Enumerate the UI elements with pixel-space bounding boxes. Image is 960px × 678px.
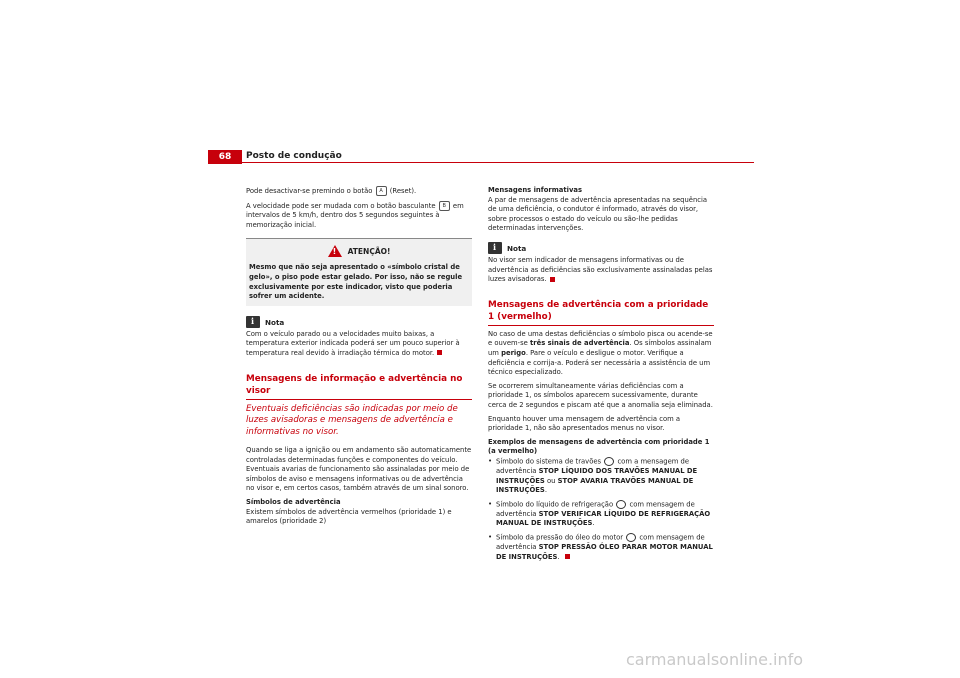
warning-title: ATENÇÃO! [347, 246, 391, 256]
note-title: Nota [507, 244, 527, 254]
bullet-icon: • [488, 456, 493, 465]
note-title: Nota [265, 318, 285, 328]
subheading-info-messages: Mensagens informativas [488, 186, 583, 194]
paragraph-menus: Enquanto houver uma mensagem de advertência com a prioridade 1, não são apresentados menus no visor. [488, 414, 681, 433]
page-number: 68 [208, 150, 242, 164]
paragraph-priority1: No caso de uma destas deficiências o símbolo pisca ou acende-se e ouvem-se três sinais de advertência. Os símbolos assinalam um perigo. Pare o veículo e desligue o motor. Verifique a deficiência e corrija-a. Poderá ser necessária a assistência de um técnico especializado. [488, 329, 713, 377]
list-item: • Símbolo do líquido de refrigeração com mensagem de advertência STOP VERIFICAR LÍQUIDO DE REFRIGERAÇÃO MANUAL DE INSTRUÇÕES. [488, 499, 711, 528]
warning-header [249, 245, 469, 257]
subheading-warning-symbols: Símbolos de advertência [246, 498, 341, 506]
section-title: Mensagens de advertência com a prioridade 1 (vermelho) [488, 299, 714, 326]
warning-triangle-icon [328, 245, 342, 257]
right-column [488, 186, 714, 566]
subheading-examples: Exemplos de mensagens de advertência com prioridade 1 (a vermelho) [488, 437, 710, 456]
info-icon [488, 242, 502, 254]
coolant-icon [616, 500, 626, 509]
paragraph-symbols: Existem símbolos de advertência vermelhos (prioridade 1) e amarelos (prioridade 2) [246, 507, 452, 526]
warning-text: Mesmo que não seja apresentado o «símbolo cristal de gelo», o piso pode estar gelado. Por isso, não se regule exclusivamente por este indicador, visto que poderia sofrer um acidente. [249, 263, 463, 301]
note-text: Com o veículo parado ou a velocidades muito baixas, a temperatura exterior indicada poderá ser um pouco superior à temperatura real devido à irradiação térmica do motor. [246, 329, 460, 357]
running-title: Posto de condução [246, 151, 342, 161]
left-column [246, 186, 472, 531]
bullet-icon: • [488, 499, 493, 508]
key-a-icon: A [376, 186, 387, 196]
brake-system-icon [604, 457, 614, 466]
bullet-icon: • [488, 533, 493, 542]
section-title: Mensagens de informação e advertência no visor [246, 373, 472, 400]
section-lead: Eventuais deficiências são indicadas por meio de luzes avisadoras e mensagens de advertência e informativas no visor. [246, 403, 458, 437]
end-mark-icon [565, 554, 570, 559]
paragraph-simultaneous: Se ocorrerem simultaneamente várias deficiências com a prioridade 1, os símbolos aparecem sucessivamente, durante cerca de 2 segundos e piscam até que a anomalia seja eliminada. [488, 381, 713, 409]
key-b-icon: B [439, 201, 450, 211]
note-text: No visor sem indicador de mensagens informativas ou de advertência as deficiências são exclusivamente assinaladas pelas luzes avisadoras. [488, 255, 713, 284]
warning-box [246, 238, 472, 305]
list-item: • Símbolo da pressão do óleo do motor com mensagem de advertência STOP PRESSÃO ÓLEO PARAR MOTOR MANUAL DE INSTRUÇÕES. [488, 533, 713, 561]
oil-pressure-icon [626, 533, 636, 542]
paragraph-speed: A velocidade pode ser mudada com o botão basculante B em intervalos de 5 km/h, dentro dos 5 segundos seguintes à memorização inicial. [246, 201, 464, 229]
note-header [246, 316, 472, 328]
header-rule [208, 162, 754, 163]
paragraph-info: A par de mensagens de advertência apresentadas na sequência de uma deficiência, o condutor é informado, através do visor, sobre processos o estado do veículo ou são-lhe pedidas determinadas intervenções. [488, 195, 708, 233]
end-mark-icon [437, 350, 442, 355]
paragraph-reset: Pode desactivar-se premindo o botão A (Reset). [246, 187, 417, 195]
note-header [488, 242, 714, 254]
end-mark-icon [550, 277, 555, 282]
list-item: • Símbolo do sistema de travões com a mensagem de advertência STOP LÍQUIDO DOS TRAVÕES MANUAL DE INSTRUÇÕES ou STOP AVARIA TRAVÕES MANUAL DE INSTRUÇÕES. [488, 456, 698, 495]
watermark: carmanualsonline.info [626, 650, 804, 669]
info-icon [246, 316, 260, 328]
paragraph-monitoring: Quando se liga a ignição ou em andamento são automaticamente controladas determinadas funções e componentes do veículo. Eventuais avarias de funcionamento são assinaladas por meio de símbolos de aviso e mensagens informativas ou de advertência no visor e, em certos casos, também através de um sinal sonoro. [246, 446, 472, 493]
